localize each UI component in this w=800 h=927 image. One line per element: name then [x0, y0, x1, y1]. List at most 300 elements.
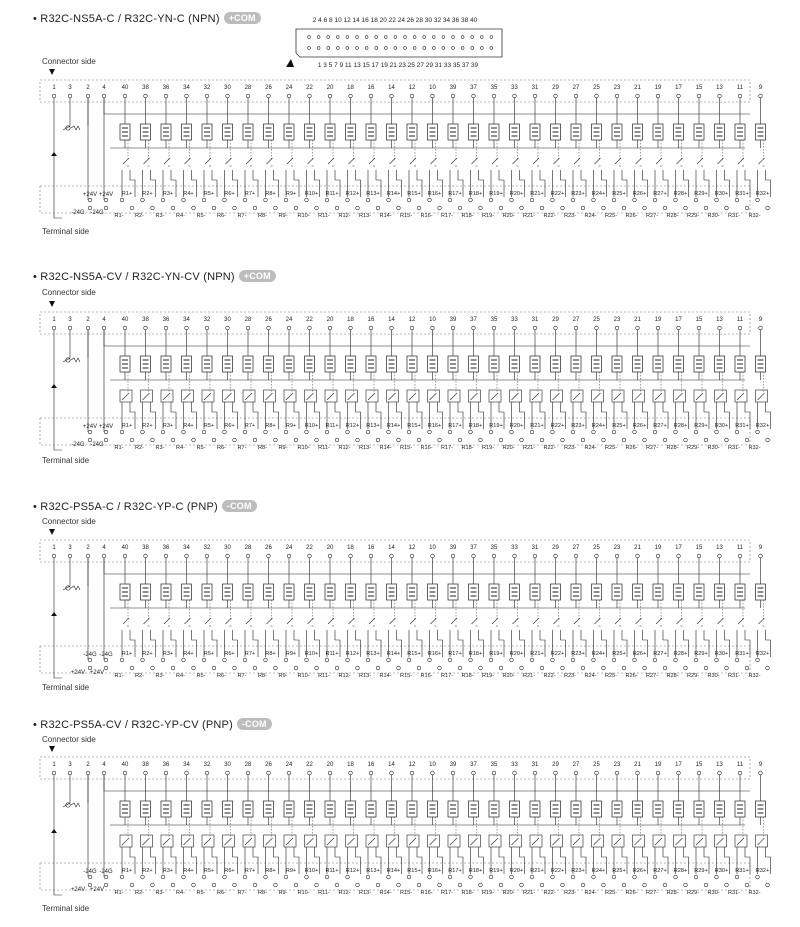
- terminal-label-minus: R22-: [543, 673, 556, 679]
- wire: [88, 98, 104, 200]
- terminal-label-minus: R19-: [481, 890, 495, 896]
- screw-terminal: [161, 875, 165, 879]
- pin-terminal: [144, 326, 148, 330]
- contact-switch: [532, 393, 539, 400]
- terminal-label-minus: R6-: [216, 213, 227, 219]
- terminal-label-plus: R6+: [224, 868, 235, 874]
- terminal-label-plus: R19+: [489, 423, 503, 429]
- contact-switch: [143, 393, 150, 400]
- connector-pin: [413, 47, 416, 50]
- terminal-label-plus: R22+: [550, 423, 565, 429]
- screw-terminal: [561, 666, 565, 670]
- terminal-label-plus: R31+: [735, 651, 749, 657]
- pin-number: 10: [429, 85, 436, 91]
- terminal-label-plus: R29+: [694, 191, 708, 197]
- contact-switch: [635, 838, 642, 845]
- terminal-label-minus: R7-: [237, 890, 247, 896]
- pin-terminal: [656, 94, 660, 98]
- terminal-label-plus: R32+: [755, 191, 770, 197]
- connector-pin: [461, 47, 464, 50]
- relay-contact-icon: [615, 158, 621, 166]
- screw-terminal: [356, 883, 360, 887]
- terminal-label-plus: R28+: [673, 651, 688, 657]
- terminal-label-plus: R18+: [468, 423, 483, 429]
- screw-terminal: [88, 430, 92, 434]
- wire: [54, 558, 62, 678]
- screw-terminal: [356, 666, 360, 670]
- screw-terminal: [510, 198, 514, 202]
- pin-number: 16: [367, 85, 375, 91]
- pin-terminal: [52, 326, 56, 330]
- screw-terminal: [161, 198, 165, 202]
- screw-terminal: [274, 206, 278, 210]
- pin-number: 31: [531, 85, 539, 91]
- screw-terminal: [633, 658, 637, 662]
- pin-number: 14: [388, 762, 395, 768]
- contact-switch: [430, 393, 437, 400]
- terminal-label-plus: R25+: [612, 651, 626, 657]
- screw-terminal: [663, 883, 667, 887]
- screw-terminal: [387, 875, 391, 879]
- connector-pin: [490, 47, 493, 50]
- screw-terminal: [202, 875, 206, 879]
- screw-terminal: [725, 438, 729, 442]
- screw-terminal: [387, 430, 391, 434]
- pin-terminal: [267, 94, 271, 98]
- pin-terminal: [369, 771, 373, 775]
- terminal-label-plus: R13+: [366, 651, 380, 657]
- pin-terminal: [697, 94, 701, 98]
- pin-terminal: [492, 771, 496, 775]
- contact-switch: [696, 393, 703, 400]
- terminal-label-plus: R4+: [183, 651, 194, 657]
- pin-number: 37: [470, 317, 477, 323]
- pin-terminal: [349, 554, 353, 558]
- pin-terminal: [102, 771, 106, 775]
- relay-contact-icon: [533, 618, 539, 626]
- screw-terminal: [766, 438, 770, 442]
- relay-contact-icon: [308, 618, 314, 626]
- screw-terminal: [264, 430, 268, 434]
- relay-contact-icon: [267, 618, 273, 626]
- connector-pin: [471, 47, 474, 50]
- connector-pin: [308, 36, 311, 39]
- pin-terminal: [390, 771, 394, 775]
- screw-terminal: [581, 883, 585, 887]
- terminal-side-label: Terminal side: [42, 456, 90, 465]
- terminal-label-plus: R30+: [714, 868, 729, 874]
- pin-terminal: [287, 554, 291, 558]
- pin-number: 25: [593, 317, 600, 323]
- terminal-label-minus: R4-: [175, 890, 186, 896]
- pin-number: 21: [634, 85, 641, 91]
- supply-label: -24G: [83, 652, 97, 658]
- terminal-label-plus: R15+: [407, 423, 421, 429]
- pin-number: 14: [388, 545, 395, 551]
- pin-terminal: [287, 326, 291, 330]
- terminal-label-minus: R24-: [584, 445, 597, 451]
- screw-terminal: [294, 438, 298, 442]
- screw-terminal: [602, 666, 606, 670]
- pin-terminal: [185, 554, 189, 558]
- pin-terminal: [677, 554, 681, 558]
- terminal-label-plus: R26+: [632, 191, 647, 197]
- pin-number: 25: [593, 545, 600, 551]
- screw-terminal: [663, 438, 667, 442]
- terminal-label-minus: R25-: [604, 445, 618, 451]
- relay-contact-icon: [718, 618, 724, 626]
- terminal-label-plus: R31+: [735, 868, 749, 874]
- terminal-label-plus: R21+: [530, 868, 544, 874]
- screw-terminal: [735, 875, 739, 879]
- terminal-label-minus: R11-: [318, 673, 330, 679]
- screw-terminal: [653, 658, 657, 662]
- pin-number: 31: [531, 317, 539, 323]
- terminal-label-minus: R14-: [379, 890, 392, 896]
- pin-terminal: [677, 326, 681, 330]
- pin-terminal: [369, 554, 373, 558]
- screw-terminal: [438, 206, 442, 210]
- terminal-label-plus: R32+: [755, 868, 770, 874]
- pin-terminal: [308, 771, 312, 775]
- pin-number: 17: [675, 545, 682, 551]
- contact-switch: [184, 838, 191, 845]
- screw-terminal: [510, 658, 514, 662]
- connector-pin: [346, 47, 349, 50]
- terminal-label-minus: R32-: [748, 673, 761, 679]
- screw-terminal: [335, 206, 339, 210]
- supply-label: +24V: [82, 424, 98, 430]
- pin-number: 29: [552, 85, 559, 91]
- screw-terminal: [223, 875, 227, 879]
- terminal-label-minus: R20-: [502, 673, 515, 679]
- pin-terminal: [267, 554, 271, 558]
- screw-terminal: [88, 883, 92, 887]
- terminal-label-minus: R4-: [175, 673, 186, 679]
- terminal-label-plus: R12+: [345, 868, 360, 874]
- screw-terminal: [694, 198, 698, 202]
- pin-terminal: [697, 554, 701, 558]
- terminal-label-minus: R3-: [155, 445, 165, 451]
- screw-terminal: [520, 438, 524, 442]
- relay-contact-icon: [472, 618, 478, 626]
- com-badge: +COM: [239, 270, 276, 282]
- connector-pin: [423, 47, 426, 50]
- connector-box: [40, 757, 750, 779]
- contact-switch: [225, 393, 232, 400]
- terminal-label-plus: R20+: [509, 651, 524, 657]
- terminal-label-plus: R21+: [530, 651, 544, 657]
- terminal-label-plus: R12+: [345, 423, 360, 429]
- terminal-label-plus: R6+: [224, 423, 235, 429]
- relay-contact-icon: [656, 618, 662, 626]
- terminal-label-plus: R22+: [550, 651, 565, 657]
- terminal-label-minus: R29-: [686, 445, 700, 451]
- pin-number: 36: [162, 545, 170, 551]
- pin-number: 24: [285, 317, 293, 323]
- terminal-label-plus: R14+: [386, 651, 401, 657]
- screw-terminal: [305, 875, 309, 879]
- pin-number: 29: [552, 317, 559, 323]
- terminal-label-plus: R20+: [509, 868, 524, 874]
- terminal-side-label: Terminal side: [42, 904, 90, 913]
- relay-contact-icon: [492, 158, 498, 166]
- screw-terminal: [151, 883, 155, 887]
- screw-terminal: [376, 666, 380, 670]
- contact-switch: [409, 393, 416, 400]
- contact-switch: [389, 393, 396, 400]
- pin1-arrow-icon: [49, 746, 55, 752]
- screw-terminal: [284, 658, 288, 662]
- terminal-label-plus: R32+: [755, 423, 770, 429]
- terminal-label-plus: R12+: [345, 191, 360, 197]
- terminal-label-minus: R8-: [257, 213, 268, 219]
- pin-number: 16: [367, 317, 375, 323]
- contact-switch: [532, 838, 539, 845]
- connector-top-numbers: 2 4 6 8 10 12 14 16 18 20 22 24 26 28 30 32 34 36 38 40: [312, 17, 478, 24]
- contact-switch: [553, 393, 560, 400]
- pin-terminal: [554, 326, 558, 330]
- screw-terminal: [104, 666, 108, 670]
- pin-number: 37: [470, 85, 477, 91]
- terminal-label-minus: R24-: [584, 673, 597, 679]
- screw-terminal: [104, 206, 108, 210]
- terminal-label-plus: R15+: [407, 191, 421, 197]
- common-bus: [104, 558, 750, 574]
- screw-terminal: [284, 198, 288, 202]
- pin-terminal: [226, 94, 230, 98]
- screw-terminal: [182, 430, 186, 434]
- terminal-label-plus: R23+: [571, 423, 585, 429]
- contact-switch: [204, 838, 211, 845]
- relay-contact-icon: [697, 618, 703, 626]
- terminal-label-plus: R23+: [571, 651, 585, 657]
- pin-number: 37: [470, 762, 477, 768]
- terminal-label-minus: R1-: [114, 673, 124, 679]
- terminal-label-plus: R14+: [386, 868, 401, 874]
- screw-terminal: [417, 438, 421, 442]
- terminal-label-minus: R17-: [440, 445, 454, 451]
- pin-number: 2: [86, 85, 90, 91]
- relay-contact-icon: [410, 158, 416, 166]
- screw-terminal: [171, 206, 175, 210]
- screw-terminal: [417, 883, 421, 887]
- pin-terminal: [574, 771, 578, 775]
- pin-terminal: [533, 771, 537, 775]
- screw-terminal: [366, 198, 370, 202]
- pin-terminal: [595, 554, 599, 558]
- screw-terminal: [458, 883, 462, 887]
- screw-terminal: [479, 206, 483, 210]
- terminal-label-minus: R12-: [338, 673, 351, 679]
- screw-terminal: [212, 883, 216, 887]
- pin-terminal: [349, 326, 353, 330]
- screw-terminal: [489, 198, 493, 202]
- terminal-label-plus: R8+: [265, 191, 276, 197]
- pin-terminal: [636, 326, 640, 330]
- pin-number: 12: [408, 317, 416, 323]
- terminal-label-plus: R14+: [386, 423, 401, 429]
- pin-number: 12: [408, 545, 416, 551]
- terminal-label-minus: R14-: [379, 673, 392, 679]
- terminal-label-plus: R26+: [632, 651, 647, 657]
- screw-terminal: [448, 430, 452, 434]
- screw-terminal: [315, 883, 319, 887]
- relay-contact-icon: [636, 618, 642, 626]
- terminal-label-plus: R10+: [304, 651, 319, 657]
- pin-number: 16: [367, 762, 375, 768]
- terminal-label-plus: R31+: [735, 423, 749, 429]
- contact-switch: [163, 838, 170, 845]
- pin-number: 27: [572, 545, 580, 551]
- pin-terminal: [451, 326, 455, 330]
- relay-contact-icon: [185, 618, 191, 626]
- common-bus: [104, 330, 750, 346]
- pin-terminal: [677, 771, 681, 775]
- pin-number: 30: [224, 762, 231, 768]
- screw-terminal: [151, 666, 155, 670]
- pin-terminal: [759, 94, 763, 98]
- pin-number: 38: [142, 762, 149, 768]
- pin-number: 38: [142, 317, 149, 323]
- screw-terminal: [233, 883, 237, 887]
- pin-number: 10: [429, 317, 436, 323]
- screw-terminal: [653, 875, 657, 879]
- pin-number: 39: [449, 317, 457, 323]
- pin-terminal: [410, 554, 414, 558]
- diode-icon: [51, 612, 57, 616]
- screw-terminal: [88, 875, 92, 879]
- pin-terminal: [431, 326, 435, 330]
- screw-terminal: [253, 883, 257, 887]
- terminal-label-minus: R8-: [257, 445, 268, 451]
- contact-switch: [368, 393, 375, 400]
- pin-terminal: [267, 326, 271, 330]
- screw-terminal: [663, 666, 667, 670]
- screw-terminal: [602, 438, 606, 442]
- contact-switch: [737, 838, 744, 845]
- wire: [63, 98, 88, 130]
- pin-number: 30: [224, 545, 231, 551]
- terminal-label-minus: R5-: [196, 445, 206, 451]
- com-badge: +COM: [224, 12, 261, 24]
- pin-number: 28: [244, 85, 252, 91]
- terminal-label-minus: R1-: [114, 445, 124, 451]
- pin-number: 11: [736, 317, 744, 323]
- screw-terminal: [356, 206, 360, 210]
- terminal-label-minus: R26-: [625, 445, 638, 451]
- screw-terminal: [212, 438, 216, 442]
- pin-number: 33: [511, 85, 518, 91]
- terminal-label-plus: R25+: [612, 423, 626, 429]
- terminal-label-plus: R17+: [448, 423, 462, 429]
- screw-terminal: [530, 875, 534, 879]
- screw-terminal: [510, 875, 514, 879]
- pin-number: 26: [265, 545, 272, 551]
- pin-number: 32: [203, 317, 211, 323]
- terminal-label-plus: R1+: [121, 191, 133, 197]
- pin-number: 32: [203, 762, 211, 768]
- screw-terminal: [766, 206, 770, 210]
- screw-terminal: [438, 666, 442, 670]
- screw-terminal: [366, 658, 370, 662]
- terminal-label-plus: R23+: [571, 191, 585, 197]
- connector-pin: [356, 47, 359, 50]
- screw-terminal: [622, 666, 626, 670]
- pin-terminal: [738, 326, 742, 330]
- terminal-label-minus: R22-: [543, 890, 556, 896]
- terminal-label-minus: R21-: [522, 445, 536, 451]
- screw-terminal: [715, 875, 719, 879]
- terminal-label-minus: R28-: [666, 673, 679, 679]
- pin-terminal: [308, 326, 312, 330]
- screw-terminal: [663, 206, 667, 210]
- screw-terminal: [458, 438, 462, 442]
- screw-terminal: [694, 658, 698, 662]
- terminal-label-plus: R10+: [304, 191, 319, 197]
- pin-number: 1: [52, 317, 56, 323]
- relay-contact-icon: [185, 158, 191, 166]
- pin-terminal: [595, 771, 599, 775]
- connector-box: [40, 312, 750, 334]
- pin-number: 29: [552, 545, 559, 551]
- connector-pin: [442, 47, 445, 50]
- screw-terminal: [540, 438, 544, 442]
- terminal-label-minus: R15-: [399, 673, 413, 679]
- terminal-label-minus: R17-: [440, 213, 454, 219]
- relay-contact-icon: [164, 158, 170, 166]
- terminal-label-minus: R26-: [625, 673, 638, 679]
- contact-switch: [184, 393, 191, 400]
- connector-side-label: Connector side: [42, 288, 96, 297]
- screw-terminal: [305, 198, 309, 202]
- pin-number: 33: [511, 317, 518, 323]
- connector-side-label: Connector side: [42, 517, 96, 526]
- pin-number: 35: [490, 85, 498, 91]
- screw-terminal: [489, 658, 493, 662]
- pin-terminal: [205, 326, 209, 330]
- terminal-label-minus: R24-: [584, 213, 597, 219]
- pin-number: 36: [162, 85, 170, 91]
- pin-terminal: [636, 94, 640, 98]
- pin-terminal: [185, 326, 189, 330]
- connector-pin: [308, 47, 311, 50]
- terminal-label-minus: R21-: [522, 890, 536, 896]
- terminal-label-minus: R7-: [237, 673, 247, 679]
- terminal-label-plus: R27+: [653, 191, 667, 197]
- connector-box: [40, 540, 750, 562]
- relay-contact-icon: [738, 158, 744, 166]
- relay-contact-icon: [718, 158, 724, 166]
- terminal-label-minus: R27-: [645, 213, 659, 219]
- pin-terminal: [451, 771, 455, 775]
- terminal-label-plus: R8+: [265, 423, 276, 429]
- wiring-diagram: [0, 745, 800, 905]
- screw-terminal: [253, 666, 257, 670]
- pin-terminal: [123, 771, 127, 775]
- pin-terminal: [492, 326, 496, 330]
- pin-terminal: [205, 554, 209, 558]
- terminal-label-minus: R4-: [175, 213, 186, 219]
- pin-terminal: [656, 326, 660, 330]
- screw-terminal: [622, 206, 626, 210]
- pin-terminal: [349, 771, 353, 775]
- terminal-label-minus: R28-: [666, 890, 679, 896]
- pin-terminal: [472, 771, 476, 775]
- pin-number: 2: [86, 317, 90, 323]
- screw-terminal: [592, 875, 596, 879]
- pin-terminal: [102, 94, 106, 98]
